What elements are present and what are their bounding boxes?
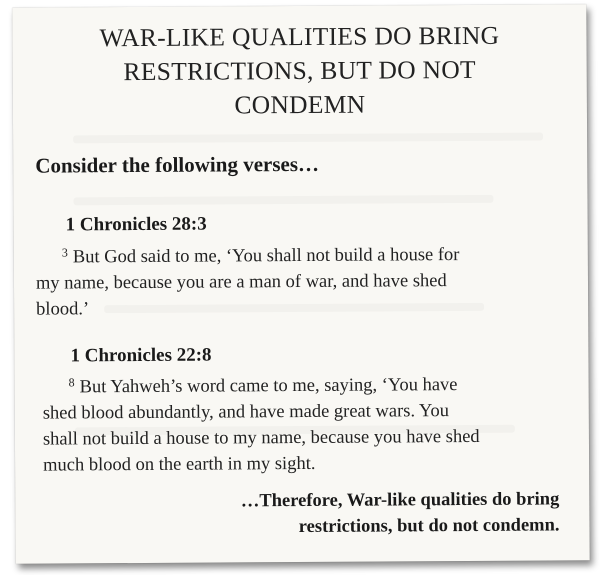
book-page (12, 4, 589, 563)
title-line: WAR-LIKE QUALITIES DO BRING (99, 20, 500, 53)
verse-text (43, 366, 574, 478)
verse-line: shall not build a house to my name, because you have shed (42, 426, 480, 450)
bleed-through-mark (73, 195, 493, 206)
verse-line-text: But God said to me, ‘You shall not build a house for (72, 245, 460, 268)
verse-number: 8 (68, 375, 75, 390)
verse-line: blood.’ (36, 299, 90, 320)
title-line: CONDEMN (234, 89, 366, 120)
verse-line: my name, because you are a man of war, and have shed (35, 271, 447, 294)
verse-reference: 1 Chronicles 22:8 (70, 344, 212, 367)
verse-line-text: But Yahweh’s word came to me, saying, ‘You have (79, 375, 458, 398)
bleed-through-mark (73, 133, 543, 144)
verse-number: 3 (61, 245, 68, 260)
conclusion-text (241, 486, 560, 540)
verse-line: shed blood abundantly, and have made great wars. You (42, 401, 450, 424)
intro-text: Consider the following verses… (35, 151, 320, 178)
conclusion-line: restrictions, but do not condemn. (298, 515, 560, 538)
verse-reference: 1 Chronicles 28:3 (65, 213, 207, 236)
verse-text (36, 236, 566, 322)
title-line: RESTRICTIONS, BUT DO NOT (123, 54, 476, 87)
page-title (64, 19, 535, 124)
verse-line (43, 366, 573, 400)
verse-line: much blood on the earth in my sight. (43, 453, 316, 476)
verse-line (36, 236, 566, 270)
conclusion-line: …Therefore, War-like qualities do bring (240, 489, 560, 512)
